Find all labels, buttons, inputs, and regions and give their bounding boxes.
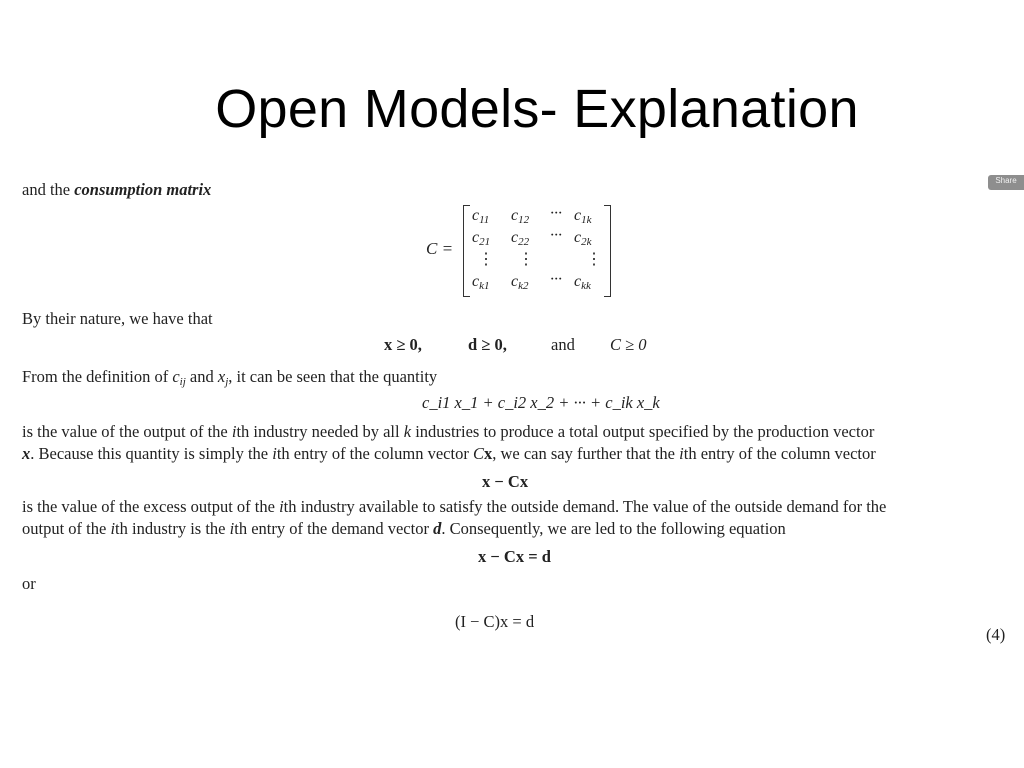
excess-text-2: output of the ith industry is the ith entry of the demand vector d. Consequently, we are led to the following equation xyxy=(22,519,786,538)
ineq-and: and xyxy=(551,335,575,354)
matrix-vdots: ⋮ xyxy=(518,251,534,268)
equation-number: (4) xyxy=(986,625,1006,644)
matrix-cell: $c_{22}$ xyxy=(511,229,530,248)
equation-1: x − Cx = d xyxy=(478,547,551,566)
ineq-x: x ≥ 0, xyxy=(384,335,422,354)
matrix-cell: $c_{k1}$ xyxy=(472,273,490,292)
matrix-cell: $c_{21}$ xyxy=(472,229,491,248)
ineq-c: C ≥ 0 xyxy=(610,335,647,354)
matrix-right-bracket xyxy=(604,205,611,297)
output-text-1: is the value of the output of the ith industry needed by all k industries to produce a total output specified by the production vector xyxy=(22,422,875,441)
matrix-cell: $c_{11}$ xyxy=(472,207,490,226)
matrix-cell: $c_{1k}$ xyxy=(574,207,592,226)
consumption-matrix-intro xyxy=(22,180,211,200)
matrix-left-bracket xyxy=(463,205,470,297)
share-button[interactable]: Share xyxy=(988,175,1024,190)
slide-title: Open Models- Explanation xyxy=(215,79,859,139)
matrix-cell: $c_{kk}$ xyxy=(574,273,591,292)
matrix-ellipsis: ··· xyxy=(550,271,562,288)
or-text: or xyxy=(22,574,36,593)
ineq-d: d ≥ 0, xyxy=(468,335,507,354)
consumption-matrix-term: consumption matrix xyxy=(74,180,212,199)
matrix-cell: $c_{12}$ xyxy=(511,207,530,226)
excess-text-1: is the value of the excess output of the ith industry available to satisfy the outside demand. The value of the outside demand for the xyxy=(22,497,887,516)
matrix-vdots: ⋮ xyxy=(478,251,494,268)
matrix-ellipsis: ··· xyxy=(550,227,562,244)
equation-2: (I − C)x = d xyxy=(455,612,535,631)
excess-expression: x − Cx xyxy=(482,472,529,491)
matrix-label: C = xyxy=(426,239,454,258)
matrix-cell: $c_{k2}$ xyxy=(511,273,529,292)
matrix-ellipsis: ··· xyxy=(550,205,562,222)
nature-text: By their nature, we have that xyxy=(22,309,213,328)
matrix-vdots: ⋮ xyxy=(586,251,602,268)
output-text-2: x. Because this quantity is simply the ith entry of the column vector Cx, we can say further that the ith entry of the column vector xyxy=(22,444,876,463)
sum-expression: c_i1 x_1 + c_i2 x_2 + ··· + c_ik x_k xyxy=(422,393,660,412)
intro-text: and the xyxy=(22,180,75,199)
matrix-cell: $c_{2k}$ xyxy=(574,229,592,248)
definition-text: From the definition of $c_{ij}$ and $x_j$, it can be seen that the quantity xyxy=(22,367,438,388)
